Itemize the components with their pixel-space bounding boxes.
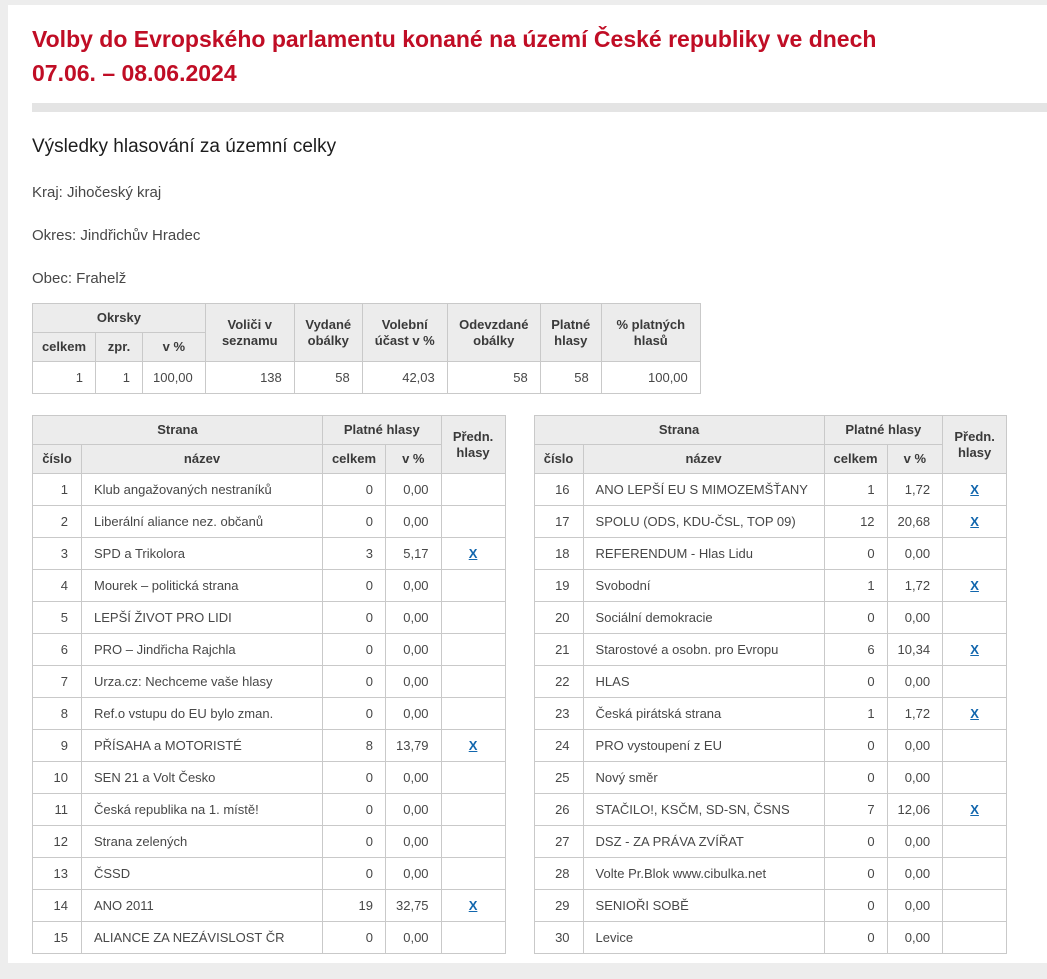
party-name: Urza.cz: Nechceme vaše hlasy (82, 666, 323, 698)
pref-votes-link[interactable]: X (468, 738, 478, 753)
party-row (534, 858, 1007, 890)
party-number: 30 (534, 922, 583, 954)
party-votes: 0 (323, 762, 386, 794)
party-number: 27 (534, 826, 583, 858)
pref-votes-cell (943, 634, 1007, 666)
party-number: 16 (534, 474, 583, 506)
party-row (534, 730, 1007, 762)
party-table-left (32, 415, 506, 954)
party-number: 3 (33, 538, 82, 570)
party-header-celkem: celkem (824, 445, 887, 474)
party-header-nazev: název (583, 445, 824, 474)
summary-value-volici: 138 (205, 362, 294, 394)
party-votes: 0 (824, 922, 887, 954)
party-votes: 0 (824, 762, 887, 794)
party-name: STAČILO!, KSČM, SD-SN, ČSNS (583, 794, 824, 826)
party-row (33, 506, 506, 538)
party-row (33, 794, 506, 826)
pref-votes-cell (441, 794, 505, 826)
party-percent: 0,00 (386, 602, 442, 634)
party-name: LEPŠÍ ŽIVOT PRO LIDI (82, 602, 323, 634)
pref-votes-cell (441, 506, 505, 538)
party-votes: 0 (824, 666, 887, 698)
party-votes: 0 (323, 666, 386, 698)
party-votes: 1 (824, 474, 887, 506)
party-votes: 6 (824, 634, 887, 666)
summary-subheader-zpr: zpr. (96, 333, 143, 362)
party-number: 5 (33, 602, 82, 634)
pref-votes-cell (441, 762, 505, 794)
party-header-nazev: název (82, 445, 323, 474)
party-name: Klub angažovaných nestraníků (82, 474, 323, 506)
pref-votes-cell (943, 602, 1007, 634)
pref-votes-cell (943, 730, 1007, 762)
party-percent: 0,00 (887, 826, 943, 858)
party-header-cislo: číslo (534, 445, 583, 474)
page-title-line2: 07.06. – 08.06.2024 (32, 60, 237, 86)
party-row (33, 602, 506, 634)
party-row (33, 474, 506, 506)
summary-value-vydane: 58 (294, 362, 362, 394)
pref-votes-cell (441, 570, 505, 602)
pref-votes-link[interactable]: X (970, 642, 979, 657)
party-header-predn-hlasy: Předn. hlasy (441, 416, 505, 474)
party-number: 2 (33, 506, 82, 538)
party-header-vpct: v % (386, 445, 442, 474)
party-votes: 0 (323, 858, 386, 890)
summary-table (32, 303, 701, 394)
summary-value-okrsky-pct: 100,00 (143, 362, 206, 394)
party-percent: 0,00 (887, 922, 943, 954)
pref-votes-cell (943, 922, 1007, 954)
party-percent: 0,00 (887, 666, 943, 698)
pref-votes-cell (441, 922, 505, 954)
party-row (33, 922, 506, 954)
pref-votes-cell (441, 826, 505, 858)
party-row (534, 794, 1007, 826)
party-number: 15 (33, 922, 82, 954)
party-row (534, 538, 1007, 570)
party-name: DSZ - ZA PRÁVA ZVÍŘAT (583, 826, 824, 858)
party-number: 28 (534, 858, 583, 890)
party-name: REFERENDUM - Hlas Lidu (583, 538, 824, 570)
summary-header-odevzdane: Odevzdané obálky (447, 304, 540, 362)
pref-votes-link[interactable]: X (970, 514, 979, 529)
party-header-celkem: celkem (323, 445, 386, 474)
party-percent: 0,00 (386, 634, 442, 666)
party-number: 1 (33, 474, 82, 506)
summary-header-vydane: Vydané obálky (294, 304, 362, 362)
party-name: Česká republika na 1. místě! (82, 794, 323, 826)
party-votes: 0 (824, 538, 887, 570)
pref-votes-link[interactable]: X (970, 578, 979, 593)
pref-votes-cell (943, 570, 1007, 602)
party-percent: 12,06 (887, 794, 943, 826)
party-percent: 1,72 (887, 474, 943, 506)
party-number: 9 (33, 730, 82, 762)
party-percent: 1,72 (887, 570, 943, 602)
party-percent: 1,72 (887, 698, 943, 730)
party-number: 20 (534, 602, 583, 634)
party-votes: 0 (323, 826, 386, 858)
region-obec: Obec: Frahelž (32, 270, 127, 287)
party-votes: 0 (323, 634, 386, 666)
party-row (33, 858, 506, 890)
summary-header-volici: Voliči v seznamu (205, 304, 294, 362)
party-votes: 1 (824, 698, 887, 730)
party-name: Volte Pr.Blok www.cibulka.net (583, 858, 824, 890)
party-number: 22 (534, 666, 583, 698)
party-tables (32, 415, 1047, 954)
divider (32, 103, 1047, 112)
party-percent: 10,34 (887, 634, 943, 666)
party-votes: 3 (323, 538, 386, 570)
summary-header-ucast: Volební účast v % (362, 304, 447, 362)
party-header-strana: Strana (33, 416, 323, 445)
party-number: 26 (534, 794, 583, 826)
party-percent: 32,75 (386, 890, 442, 922)
party-votes: 0 (824, 890, 887, 922)
party-row (534, 506, 1007, 538)
party-percent: 0,00 (386, 826, 442, 858)
party-votes: 19 (323, 890, 386, 922)
pref-votes-cell (441, 666, 505, 698)
pref-votes-cell (943, 474, 1007, 506)
party-percent: 0,00 (887, 730, 943, 762)
party-percent: 0,00 (386, 922, 442, 954)
party-number: 24 (534, 730, 583, 762)
party-row (33, 826, 506, 858)
party-header-predn-hlasy: Předn. hlasy (943, 416, 1007, 474)
party-votes: 0 (323, 922, 386, 954)
party-name: Ref.o vstupu do EU bylo zman. (82, 698, 323, 730)
summary-header-platne: Platné hlasy (540, 304, 601, 362)
party-votes: 0 (323, 794, 386, 826)
pref-votes-cell (943, 506, 1007, 538)
party-number: 21 (534, 634, 583, 666)
pref-votes-cell (943, 890, 1007, 922)
pref-votes-cell (943, 826, 1007, 858)
party-row (33, 634, 506, 666)
summary-value-pct-platnych: 100,00 (601, 362, 700, 394)
summary-value-odevzdane: 58 (447, 362, 540, 394)
party-percent: 0,00 (887, 538, 943, 570)
party-row (534, 602, 1007, 634)
page-title (32, 22, 1047, 90)
party-votes: 0 (323, 506, 386, 538)
summary-value-okrsky-celkem: 1 (33, 362, 96, 394)
summary-value-ucast: 42,03 (362, 362, 447, 394)
party-row (534, 698, 1007, 730)
party-row (534, 922, 1007, 954)
party-name: Liberální aliance nez. občanů (82, 506, 323, 538)
party-name: Svobodní (583, 570, 824, 602)
summary-value-platne: 58 (540, 362, 601, 394)
party-name: SPOLU (ODS, KDU-ČSL, TOP 09) (583, 506, 824, 538)
party-name: Nový směr (583, 762, 824, 794)
pref-votes-cell (943, 794, 1007, 826)
party-row (534, 890, 1007, 922)
party-number: 6 (33, 634, 82, 666)
party-percent: 5,17 (386, 538, 442, 570)
party-header-platne-hlasy: Platné hlasy (824, 416, 943, 445)
summary-subheader-celkem: celkem (33, 333, 96, 362)
pref-votes-cell (943, 858, 1007, 890)
pref-votes-cell (441, 890, 505, 922)
party-name: Strana zelených (82, 826, 323, 858)
page-title-line1: Volby do Evropského parlamentu konané na území České republiky ve dnech (32, 26, 877, 52)
party-header-vpct: v % (887, 445, 943, 474)
party-number: 17 (534, 506, 583, 538)
pref-votes-cell (441, 474, 505, 506)
summary-value-okrsky-zpr: 1 (96, 362, 143, 394)
party-name: ANO LEPŠÍ EU S MIMOZEMŠŤANY (583, 474, 824, 506)
summary-header-pct-platnych: % platných hlasů (601, 304, 700, 362)
party-name: SPD a Trikolora (82, 538, 323, 570)
party-name: Mourek – politická strana (82, 570, 323, 602)
party-number: 14 (33, 890, 82, 922)
party-percent: 0,00 (386, 794, 442, 826)
party-percent: 0,00 (887, 890, 943, 922)
pref-votes-cell (441, 858, 505, 890)
party-votes: 12 (824, 506, 887, 538)
party-row (33, 762, 506, 794)
party-number: 7 (33, 666, 82, 698)
party-name: SEN 21 a Volt Česko (82, 762, 323, 794)
region-kraj: Kraj: Jihočeský kraj (32, 184, 162, 201)
page (8, 5, 1047, 963)
party-votes: 0 (323, 570, 386, 602)
party-number: 23 (534, 698, 583, 730)
summary-subheader-vpct: v % (143, 333, 206, 362)
party-row (534, 826, 1007, 858)
party-votes: 0 (323, 602, 386, 634)
party-name: SENIOŘI SOBĚ (583, 890, 824, 922)
party-row (534, 762, 1007, 794)
party-number: 4 (33, 570, 82, 602)
pref-votes-cell (441, 698, 505, 730)
pref-votes-cell (441, 634, 505, 666)
summary-row (33, 362, 701, 394)
party-name: Sociální demokracie (583, 602, 824, 634)
party-percent: 20,68 (887, 506, 943, 538)
party-votes: 0 (323, 698, 386, 730)
party-row (33, 890, 506, 922)
pref-votes-cell (943, 538, 1007, 570)
party-header-platne-hlasy: Platné hlasy (323, 416, 442, 445)
party-percent: 0,00 (386, 506, 442, 538)
pref-votes-cell (441, 602, 505, 634)
party-header-cislo: číslo (33, 445, 82, 474)
party-row (33, 570, 506, 602)
party-number: 10 (33, 762, 82, 794)
party-percent: 0,00 (386, 474, 442, 506)
pref-votes-cell (441, 538, 505, 570)
party-name: ČSSD (82, 858, 323, 890)
pref-votes-link[interactable]: X (970, 706, 979, 721)
party-number: 29 (534, 890, 583, 922)
pref-votes-cell (943, 762, 1007, 794)
pref-votes-cell (441, 730, 505, 762)
party-votes: 0 (323, 474, 386, 506)
party-name: PRO vystoupení z EU (583, 730, 824, 762)
party-row (33, 538, 506, 570)
party-votes: 0 (824, 730, 887, 762)
party-row (33, 730, 506, 762)
party-number: 18 (534, 538, 583, 570)
party-percent: 0,00 (887, 762, 943, 794)
party-number: 25 (534, 762, 583, 794)
party-percent: 0,00 (386, 666, 442, 698)
party-votes: 1 (824, 570, 887, 602)
party-percent: 0,00 (386, 570, 442, 602)
pref-votes-link[interactable]: X (468, 898, 478, 913)
pref-votes-link[interactable]: X (970, 802, 979, 817)
party-percent: 0,00 (386, 762, 442, 794)
results-heading: Výsledky hlasování za územní celky (32, 136, 337, 157)
party-name: PRO – Jindřicha Rajchla (82, 634, 323, 666)
party-votes: 7 (824, 794, 887, 826)
party-votes: 0 (824, 858, 887, 890)
party-number: 13 (33, 858, 82, 890)
party-votes: 0 (824, 826, 887, 858)
party-name: ALIANCE ZA NEZÁVISLOST ČR (82, 922, 323, 954)
party-name: Česká pirátská strana (583, 698, 824, 730)
pref-votes-cell (943, 698, 1007, 730)
party-number: 19 (534, 570, 583, 602)
party-table-right (534, 415, 1008, 954)
party-row (534, 570, 1007, 602)
party-votes: 8 (323, 730, 386, 762)
party-number: 11 (33, 794, 82, 826)
party-percent: 0,00 (386, 698, 442, 730)
party-name: Levice (583, 922, 824, 954)
party-row (534, 474, 1007, 506)
party-percent: 0,00 (887, 602, 943, 634)
party-percent: 13,79 (386, 730, 442, 762)
party-row (33, 698, 506, 730)
party-number: 8 (33, 698, 82, 730)
party-percent: 0,00 (386, 858, 442, 890)
party-row (534, 634, 1007, 666)
party-name: Starostové a osobn. pro Evropu (583, 634, 824, 666)
pref-votes-link[interactable]: X (468, 546, 478, 561)
party-name: ANO 2011 (82, 890, 323, 922)
pref-votes-link[interactable]: X (970, 482, 979, 497)
summary-header-okrsky: Okrsky (33, 304, 206, 333)
pref-votes-cell (943, 666, 1007, 698)
party-number: 12 (33, 826, 82, 858)
party-percent: 0,00 (887, 858, 943, 890)
party-name: PŘÍSAHA a MOTORISTÉ (82, 730, 323, 762)
party-header-strana: Strana (534, 416, 824, 445)
party-name: HLAS (583, 666, 824, 698)
party-votes: 0 (824, 602, 887, 634)
region-okres: Okres: Jindřichův Hradec (32, 227, 201, 244)
party-row (33, 666, 506, 698)
party-row (534, 666, 1007, 698)
